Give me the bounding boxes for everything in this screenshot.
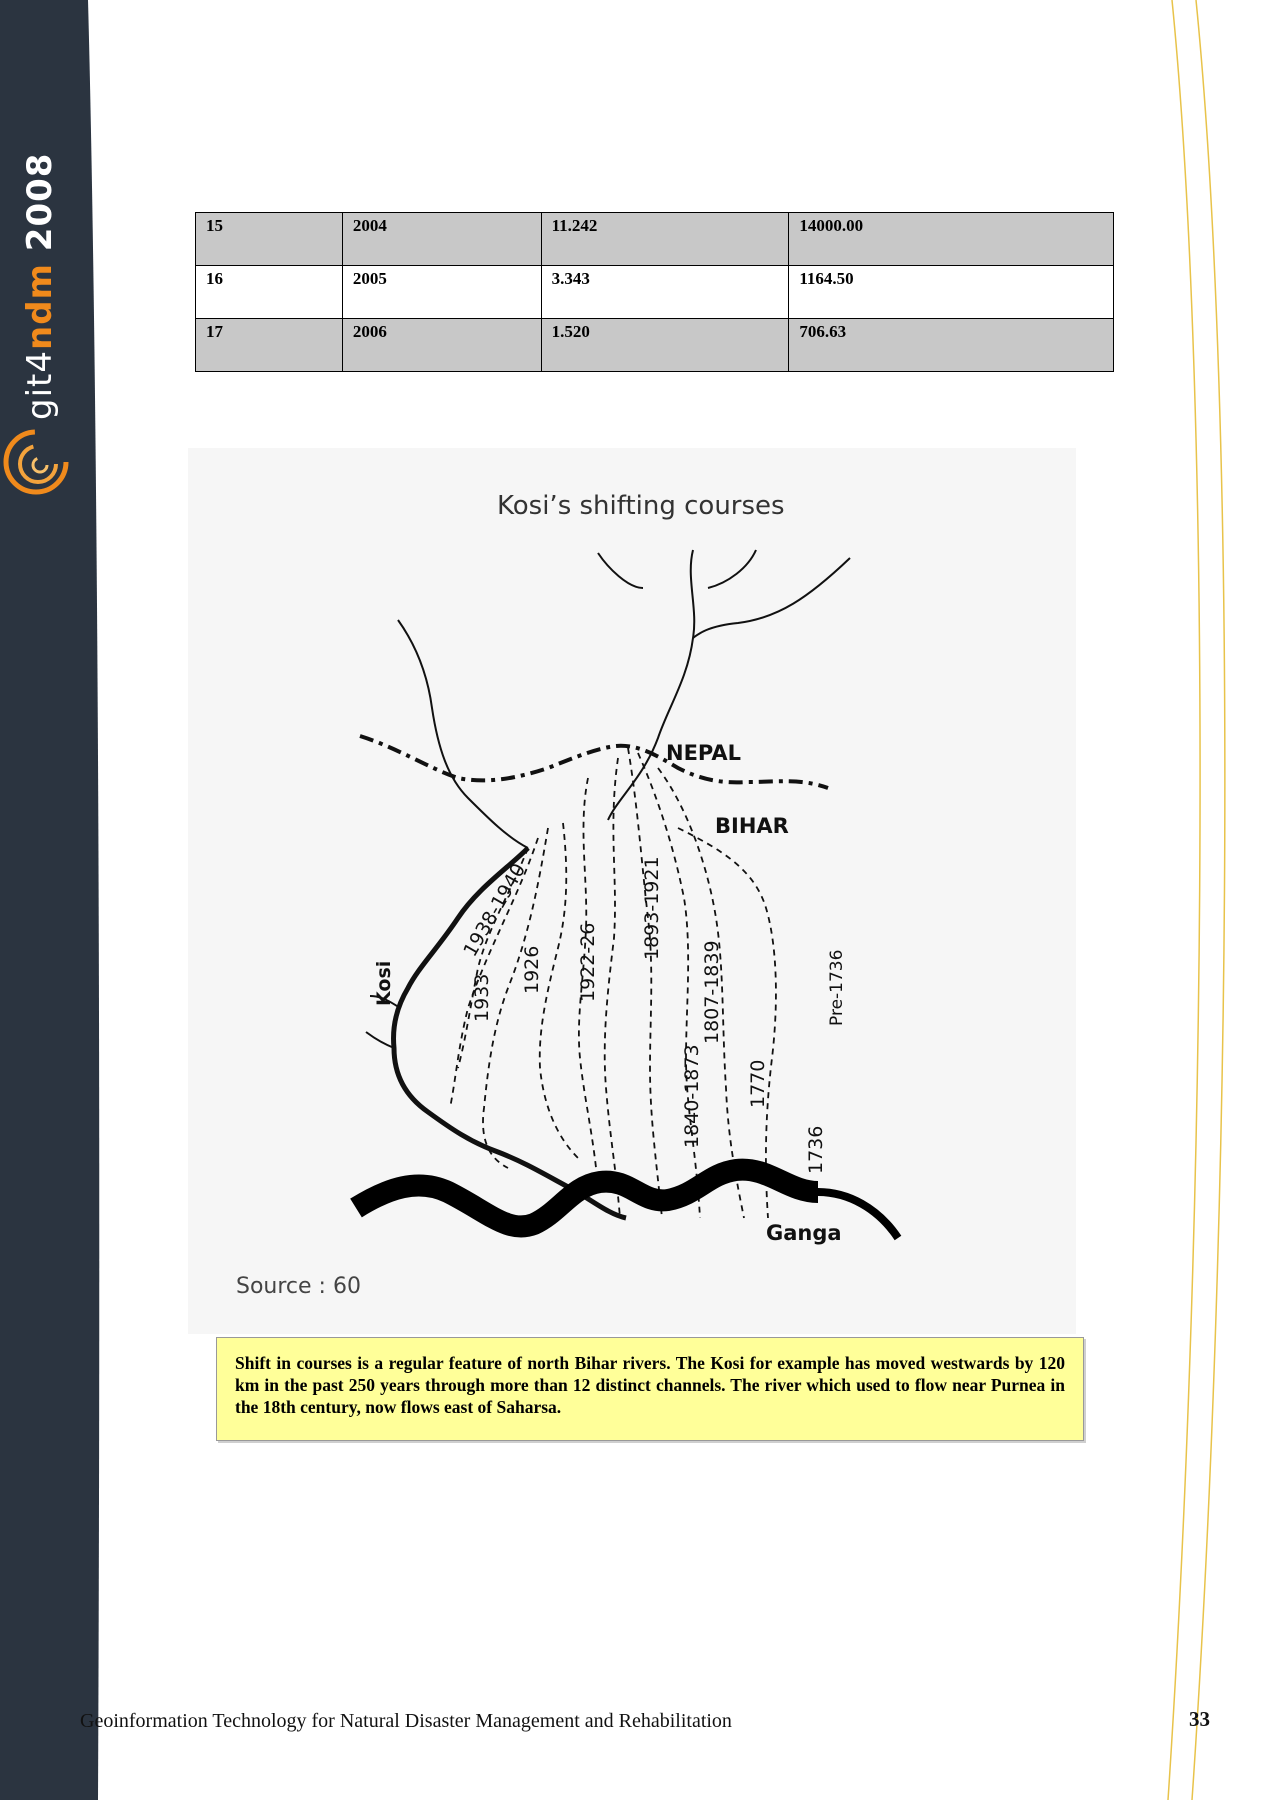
- figure-caption: Shift in courses is a regular feature of north Bihar rivers. The Kosi for example has moved westwards by 120 km in the past 250 years through more than 12 distinct channels. The river which used to flow near Purnea in the 18th century, now flows east of Saharsa.: [216, 1337, 1084, 1441]
- tributary-northeast: [693, 558, 850, 638]
- course-label: 1893-1921: [641, 856, 663, 960]
- table-cell: 16: [196, 266, 343, 319]
- course-label: 1938-1940: [459, 859, 531, 961]
- table-row: [196, 266, 1114, 319]
- course-1840-1873: [605, 758, 620, 1218]
- course-label: 1807-1839: [701, 940, 723, 1044]
- tributary-northwest: [398, 620, 528, 848]
- course-pre-1736: [678, 828, 776, 1218]
- table-cell: 1164.50: [789, 266, 1114, 319]
- table-cell: 15: [196, 213, 343, 266]
- region-label-south: BIHAR: [715, 814, 789, 838]
- table-cell: 11.242: [541, 213, 789, 266]
- table-cell: 706.63: [789, 319, 1114, 372]
- course-label: 1933: [471, 973, 493, 1022]
- course-label: 1736: [805, 1125, 827, 1174]
- river-label-ganga: Ganga: [766, 1221, 842, 1245]
- brand-year: 2008: [20, 152, 60, 252]
- figure-source: Source : 60: [236, 1274, 361, 1299]
- table-cell: 2004: [342, 213, 541, 266]
- map-title: Kosi’s shifting courses: [497, 491, 785, 521]
- table-cell: 17: [196, 319, 343, 372]
- course-label: Pre-1736: [827, 949, 847, 1026]
- table-cell: 2005: [342, 266, 541, 319]
- tributary-left-top: [598, 553, 643, 588]
- table-cell: 2006: [342, 319, 541, 372]
- table-cell: 14000.00: [789, 213, 1114, 266]
- kosi-map-figure: [188, 448, 1076, 1334]
- course-label: 1922-26: [577, 922, 599, 1002]
- table-row: [196, 213, 1114, 266]
- brand-highlight: ndm: [20, 263, 60, 350]
- brand-prefix: git4: [20, 350, 60, 420]
- tributary-right-top: [708, 550, 756, 588]
- table-cell: 1.520: [541, 319, 789, 372]
- table-cell: 3.343: [541, 266, 789, 319]
- river-label-kosi: Kosi: [373, 960, 395, 1006]
- region-label-north: NEPAL: [666, 741, 742, 765]
- ganga-river: [356, 1170, 818, 1227]
- data-table: [195, 212, 1114, 372]
- course-1807-1839: [628, 748, 662, 1218]
- tributary-north: [608, 550, 694, 820]
- course-label: 1926: [521, 945, 543, 994]
- footer-title: Geoinformation Technology for Natural Disaster Management and Rehabilitation: [80, 1710, 732, 1732]
- brand-logotype: [20, 153, 60, 420]
- course-label: 1770: [747, 1059, 769, 1108]
- gold-curve-2: [1192, 0, 1225, 1800]
- kosi-spur: [366, 1032, 394, 1048]
- page-number: 33: [1189, 1707, 1210, 1731]
- table-row: [196, 319, 1114, 372]
- kosi-map: [188, 448, 1076, 1334]
- gold-curve-1: [1168, 0, 1200, 1800]
- course-1922-26: [540, 823, 578, 1158]
- course-label: 1840-1873: [681, 1044, 703, 1148]
- nepal-border: [360, 736, 828, 788]
